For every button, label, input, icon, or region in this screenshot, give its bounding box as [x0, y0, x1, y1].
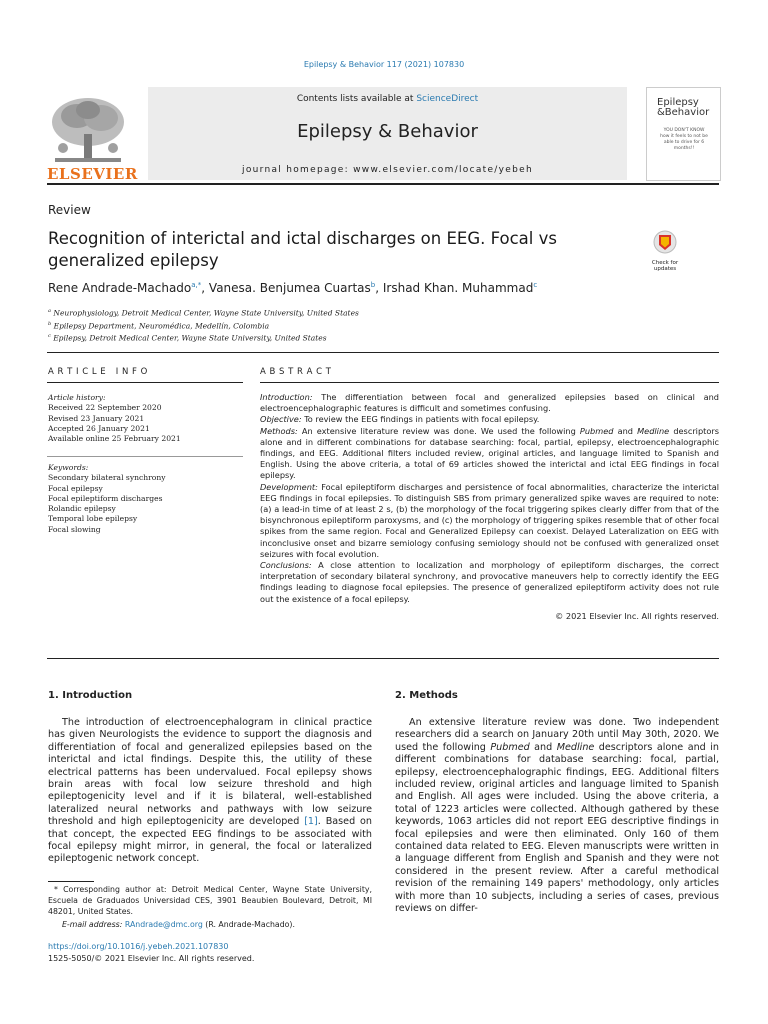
- footnote-email-line: E-mail address: RAndrade@dmc.org (R. Andrade-Machado).: [62, 919, 295, 929]
- abstract-body: [260, 392, 719, 622]
- affiliations: [48, 306, 359, 344]
- abstract-heading: A B S T R A C T: [260, 367, 332, 377]
- author-list: Rene Andrade-Machado$^{a,*}$, Vanesa. Benjumea Cuartas$^b$, Irshad Khan. Muhammad$^c$: [48, 281, 538, 295]
- history-rule: [47, 456, 243, 457]
- email-link[interactable]: RAndrade@dmc.org: [124, 919, 203, 929]
- check-for-updates-button[interactable]: [646, 229, 684, 272]
- affiliations-rule: [47, 352, 719, 353]
- methods-text: An extensive literature review was done. Two independent researchers did a search on January 20th until May 30th, 2020. We used the following Pubmed and Medline descriptors alone and in different combinations for database searching: focal, partial, epilepsy, electroencephalographic findings, EEG. Additional filters included review, original articles and language limited to Spanish and English. All ages were included. Using the above criteria, a total of 1223 articles were collected. Although gathered by these keywords, 1063 articles did not report EEG descriptive findings in focal epilepsies and were then eliminated. Only 160 of them contained data related to EEG. Eleven manuscripts were written in a language different from English and Spanish and they were not considered in the present review. After a careful methodical revision of the remaining 149 papers' methodology, only articles with more than 10 subjects, including a series of cases, previous reviews on differ-: [395, 717, 719, 915]
- abstract-introduction: Introduction: The differentiation between focal and generalized epilepsies based on clinical and electroencephalographic features is difficult and sometimes confusing.: [260, 392, 719, 414]
- article-info-rule: [47, 382, 243, 383]
- section-introduction-heading: 1. Introduction: [48, 690, 133, 701]
- contents-line: Contents lists available at ScienceDirect: [296, 94, 479, 104]
- keyword[interactable]: Focal epilepsy: [48, 483, 103, 493]
- doi-link[interactable]: https://doi.org/10.1016/j.yebeh.2021.107830: [48, 942, 229, 951]
- article-history: [48, 393, 181, 444]
- elsevier-wordmark: ELSEVIER: [47, 165, 138, 183]
- journal-cover: [646, 87, 721, 181]
- affiliation-b: $^b$ Epilepsy Department, Neuromédica, Medellín, Colombia: [48, 320, 270, 330]
- header-rule: [47, 183, 719, 185]
- sciencedirect-link[interactable]: ScienceDirect: [416, 94, 479, 104]
- affiliation-c: $^c$ Epilepsy, Detroit Medical Center, Wayne State University, United States: [48, 333, 327, 343]
- journal-title: Epilepsy & Behavior: [297, 121, 478, 142]
- history-received: Received 22 September 2020: [48, 403, 162, 413]
- author-1-sup[interactable]: a,*: [191, 281, 202, 289]
- keyword[interactable]: Focal slowing: [48, 524, 101, 534]
- footnote-star: *: [54, 885, 58, 894]
- keyword[interactable]: Focal epileptiform discharges: [48, 493, 163, 503]
- author-2[interactable]: Vanesa. Benjumea Cuartas: [208, 281, 371, 295]
- author-3-sup[interactable]: c: [533, 281, 538, 289]
- author-1[interactable]: Rene Andrade-Machado: [48, 281, 192, 295]
- abstract-rule: [260, 382, 719, 383]
- abstract-development: Development: Focal epileptiform discharges and persistence of focal abnormalities, characterize the interictal EEG findings in focal epilepsies. To distinguish SBS from primary generalized spike waves are required to note: (a) a lead-in time of at least 2 s, (b) the morphology of the focal triggering spikes clearly differ from that of the bisynchronous epileptiform paroxysms, and (c) the morphology of triggering spikes resemble that of other focal spikes from the same region. Focal and Generalized Epilepsy can coexist. Delayed Lateralization on EEG with inconclusive onset and bizarre semiology confusing semiology should not be confused with generalized onset seizures with focal evolution.: [260, 481, 719, 559]
- corresponding-author: * Corresponding author at: Detroit Medical Center, Wayne State University, Escuela de Graduados Universidad CES, 3901 Beaubien Boulevard, Detroit, MI 48201, United States.: [48, 885, 372, 917]
- abstract-conclusions: Conclusions: A close attention to localization and morphology of epileptiform discharges, the correct interpretation of secondary bilateral synchrony, and provocative maneuvers help to correctly identify the EEG findings leading to diagnose focal epilepsies. The presence of generalized epileptiform activity does not rule out the existence of a focal epilepsy.: [260, 560, 719, 604]
- affiliation-a: $^a$ Neurophysiology, Detroit Medical Center, Wayne State University, United States: [48, 308, 359, 318]
- section-methods-heading: 2. Methods: [395, 690, 458, 701]
- footnote-rule: [48, 881, 94, 882]
- footnote: [48, 884, 372, 930]
- article-title: Recognition of interictal and ictal discharges on EEG. Focal vs generalized epilepsy: [48, 229, 557, 270]
- issn-line: 1525-5050/© 2021 Elsevier Inc. All rights reserved.: [48, 954, 255, 963]
- introduction-text: The introduction of electroencephalogram in clinical practice has given Neurologists the evidence to support the diagnosis and differentiation of focal and generalized epilepsies based on the interictal and ictal findings. Despite this, the utility of these electrical patterns has been undervalued. Focal epilepsy shows brain areas with focal low seizure threshold and high epileptogenicity level and if it is bilateral, well-established lateralized neural networks and pathways with low seizure threshold and high epileptogenicity are developed [1]. Based on that concept, the expected EEG findings to be associated with focal epilepsy might mirror, in general, the focal or lateralized epileptogenic network concept.: [48, 717, 372, 865]
- elsevier-logo: [47, 94, 138, 184]
- article-info-heading: A R T I C L E I N F O: [48, 367, 148, 377]
- abstract-objective: Objective: To review the EEG findings in patients with focal epilepsy.: [260, 414, 540, 425]
- keyword[interactable]: Temporal lobe epilepsy: [48, 514, 138, 524]
- author-3[interactable]: Irshad Khan. Muhammad: [382, 281, 534, 295]
- history-online: Available online 25 February 2021: [48, 434, 181, 444]
- keywords: [48, 463, 166, 535]
- abstract-end-rule: [47, 658, 719, 659]
- author-2-sup[interactable]: b: [370, 281, 376, 289]
- reference-link[interactable]: [1]: [304, 816, 318, 828]
- history-accepted: Accepted 26 January 2021: [48, 423, 150, 433]
- journal-reference[interactable]: Epilepsy & Behavior 117 (2021) 107830: [303, 60, 465, 69]
- abstract-copyright: © 2021 Elsevier Inc. All rights reserved.: [555, 610, 719, 621]
- article-type: Review: [48, 203, 91, 217]
- elsevier-tree-icon: [47, 94, 129, 166]
- cover-tagline: YOU DON'T KNOW how it feels to not be able to drive for 6 months!!: [660, 128, 708, 151]
- check-updates-label: Check for updates: [651, 260, 679, 272]
- history-revised: Revised 23 January 2021: [48, 413, 145, 423]
- keywords-label: Keywords:: [48, 463, 89, 472]
- abstract-methods: Methods: An extensive literature review was done. We used the following Pubmed and Medline descriptors alone and in different combinations for database searching: focal, partial, epilepsy, electroencephalographic findings, and EEG. Additional filters included review, original articles, and language limited to Spanish and English. Using the above criteria, a total of 69 articles showed the interictal and ictal EEG findings in focal epilepsy.: [260, 425, 720, 481]
- keyword[interactable]: Rolandic epilepsy: [48, 504, 116, 514]
- journal-homepage[interactable]: journal homepage: www.elsevier.com/locate/yebeh: [242, 165, 533, 175]
- keyword[interactable]: Secondary bilateral synchrony: [48, 473, 166, 483]
- history-label: Article history:: [48, 393, 106, 402]
- journal-header-box: [148, 87, 627, 180]
- cover-title: Epilepsy &Behavior: [657, 97, 710, 118]
- check-updates-icon: [646, 229, 684, 257]
